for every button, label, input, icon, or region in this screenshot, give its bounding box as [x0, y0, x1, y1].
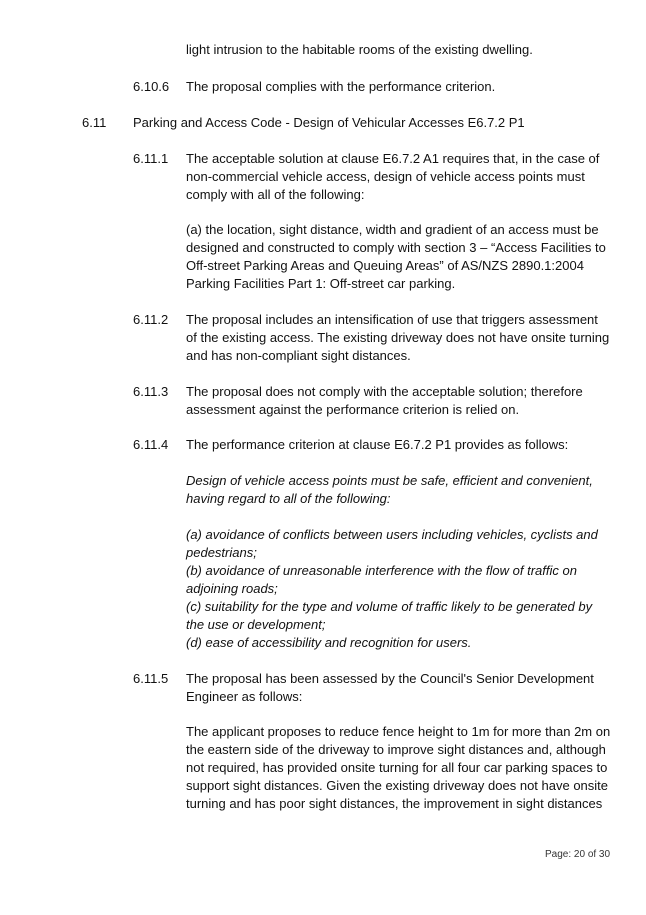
paragraph-line: Engineer as follows:	[186, 689, 303, 704]
quote-item-line: pedestrians;	[186, 545, 257, 560]
continuation-line: light intrusion to the habitable rooms of the existing dwelling.	[186, 42, 533, 57]
paragraph-line: The proposal does not comply with the acceptable solution; therefore	[186, 384, 583, 399]
section-number-6-11: 6.11	[82, 115, 107, 130]
quote-item-line: (a) avoidance of conflicts between users including vehicles, cyclists and	[186, 527, 598, 542]
paragraph-number-6-11-3: 6.11.3	[133, 384, 169, 399]
section-title: Parking and Access Code - Design of Vehicular Accesses E6.7.2 P1	[133, 115, 525, 130]
subclause-line: Parking Facilities Part 1: Off-street car parking.	[186, 276, 456, 291]
paragraph-line: and has non-compliant sight distances.	[186, 348, 411, 363]
subclause-line: designed and constructed to comply with section 3 – “Access Facilities to	[186, 240, 606, 255]
quote-item-line: the use or development;	[186, 617, 326, 632]
paragraph-line: The proposal has been assessed by the Council's Senior Development	[186, 671, 594, 686]
subclause-line: (a) the location, sight distance, width and gradient of an access must be	[186, 222, 599, 237]
paragraph-number-6-11-4: 6.11.4	[133, 437, 169, 452]
paragraph-number-6-11-1: 6.11.1	[133, 151, 169, 166]
quote-line: having regard to all of the following:	[186, 491, 391, 506]
paragraph-line: of the existing access. The existing driveway does not have onsite turning	[186, 330, 610, 345]
assessment-line: the eastern side of the driveway to improve sight distances and, although	[186, 742, 606, 757]
assessment-line: not required, has provided onsite turning for all four car parking spaces to	[186, 760, 608, 775]
assessment-line: turning and has poor sight distances, the improvement in sight distances	[186, 796, 603, 811]
paragraph-line: The performance criterion at clause E6.7.2 P1 provides as follows:	[186, 437, 569, 452]
quote-item-line: (c) suitability for the type and volume of traffic likely to be generated by	[186, 599, 593, 614]
quote-item-line: adjoining roads;	[186, 581, 278, 596]
assessment-line: support sight distances. Given the existing driveway does not have onsite	[186, 778, 609, 793]
paragraph-line: The proposal includes an intensification of use that triggers assessment	[186, 312, 598, 327]
paragraph-number-6-11-5: 6.11.5	[133, 671, 169, 686]
quote-item-line: (d) ease of accessibility and recognition for users.	[186, 635, 472, 650]
assessment-line: The applicant proposes to reduce fence height to 1m for more than 2m on	[186, 724, 611, 739]
page-number: Page: 20 of 30	[545, 849, 611, 860]
subclause-line: Off-street Parking Areas and Queuing Areas” of AS/NZS 2890.1:2004	[186, 258, 584, 273]
quote-line: Design of vehicle access points must be safe, efficient and convenient,	[186, 473, 593, 488]
paragraph-line: comply with all of the following:	[186, 187, 365, 202]
paragraph-number-6-11-2: 6.11.2	[133, 312, 169, 327]
paragraph-text-6-10-6: The proposal complies with the performance criterion.	[186, 79, 496, 94]
paragraph-line: assessment against the performance criterion is relied on.	[186, 402, 520, 417]
paragraph-line: non-commercial vehicle access, design of vehicle access points must	[186, 169, 585, 184]
paragraph-number-6-10-6: 6.10.6	[133, 79, 170, 94]
quote-item-line: (b) avoidance of unreasonable interference with the flow of traffic on	[186, 563, 577, 578]
paragraph-line: The acceptable solution at clause E6.7.2 A1 requires that, in the case of	[186, 151, 600, 166]
